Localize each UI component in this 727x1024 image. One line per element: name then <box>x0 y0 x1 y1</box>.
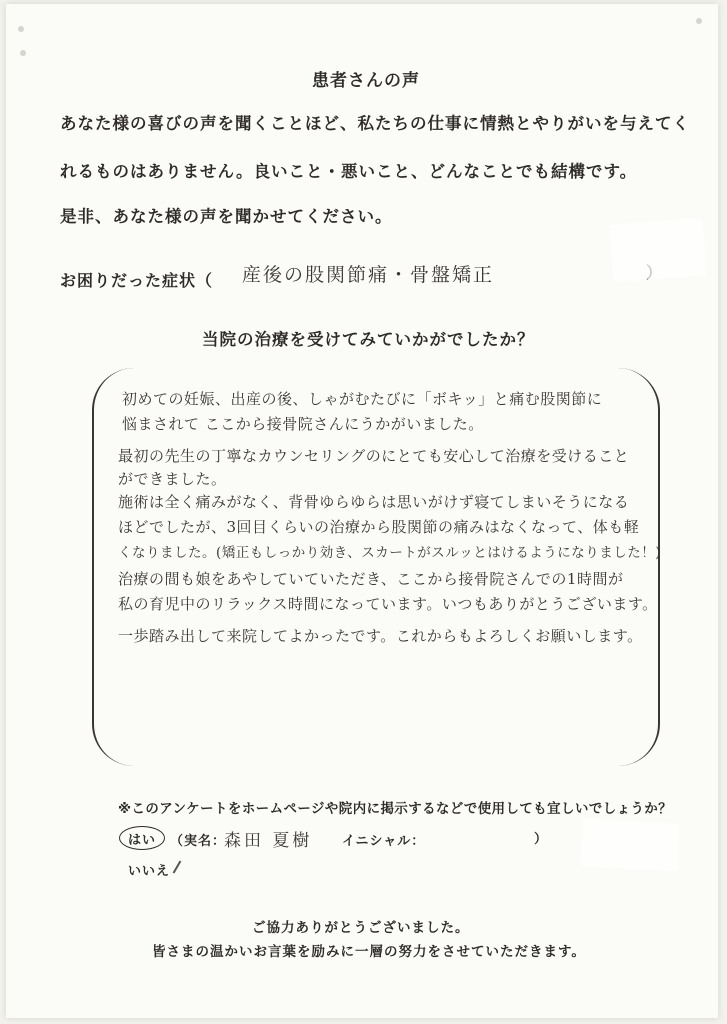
consent-yes: はい <box>128 833 157 848</box>
tape-patch <box>581 820 679 871</box>
punch-hole <box>20 50 26 56</box>
comment-line-8: 治療の間も娘をあやしていていただき、ここから接骨院さんでの1時間が <box>118 570 624 588</box>
form-title: 患者さんの声 <box>312 71 420 91</box>
punch-hole <box>696 18 702 24</box>
comment-line-7: くなりました。(矯正もしっかり効き、スカートがスルッとはけるようになりました！) <box>118 545 661 561</box>
name-label: （実名： <box>170 834 227 849</box>
comment-line-5: 施術は全く痛みがなく、背骨ゆらゆらは思いがけず寝てしまいそうになる <box>118 493 630 511</box>
intro-line-1: あなた様の喜びの声を聞くことほど、私たちの仕事に情熱とやりがいを与えてく <box>60 114 690 133</box>
comment-line-4: ができました。 <box>118 470 227 488</box>
thanks-line-1: ご協力ありがとうございました。 <box>252 920 470 936</box>
comment-line-10: 一歩踏み出して来院してよかったです。これからもよろしくお願いします。 <box>118 627 643 645</box>
comment-line-9: 私の育児中のリラックス時間になっています。いつもありがとうございます。 <box>118 595 658 613</box>
intro-line-3: 是非、あなた様の声を聞かせてください。 <box>60 207 393 226</box>
comment-line-6: ほどでしたが、3回目くらいの治療から股関節の痛みはなくなって、体も軽 <box>118 518 640 536</box>
question-heading: 当院の治療を受けてみていかがでしたか？ <box>202 330 535 349</box>
symptom-label: お困りだった症状（ <box>60 271 214 290</box>
consent-question: ※このアンケートをホームページや院内に掲示するなどで使用しても宜しいでしょうか？ <box>118 802 673 817</box>
comment-line-1: 初めての妊娠、出産の後、しゃがむたびに「ボキッ」と痛む股関節に <box>122 390 603 408</box>
name-value: 森田 夏樹 <box>224 831 313 851</box>
tape-patch <box>610 219 706 281</box>
consent-close: ） <box>534 832 549 847</box>
punch-hole <box>18 26 24 32</box>
initial-label: イニシャル： <box>342 834 426 849</box>
intro-line-2: れるものはありません。良いこと・悪いこと、どんなことでも結構です。 <box>60 162 638 181</box>
consent-no: いいえ <box>128 864 171 879</box>
thanks-line-2: 皆さまの温かいお言葉を励みに一層の努力をさせていただきます。 <box>152 944 586 960</box>
comment-line-2: 悩まされて ここから接骨院さんにうかがいました。 <box>122 415 484 433</box>
symptom-answer: 産後の股関節痛・骨盤矯正 <box>242 264 495 286</box>
comment-line-3: 最初の先生の丁寧なカウンセリングのにとても安心して治療を受けること <box>118 447 630 465</box>
